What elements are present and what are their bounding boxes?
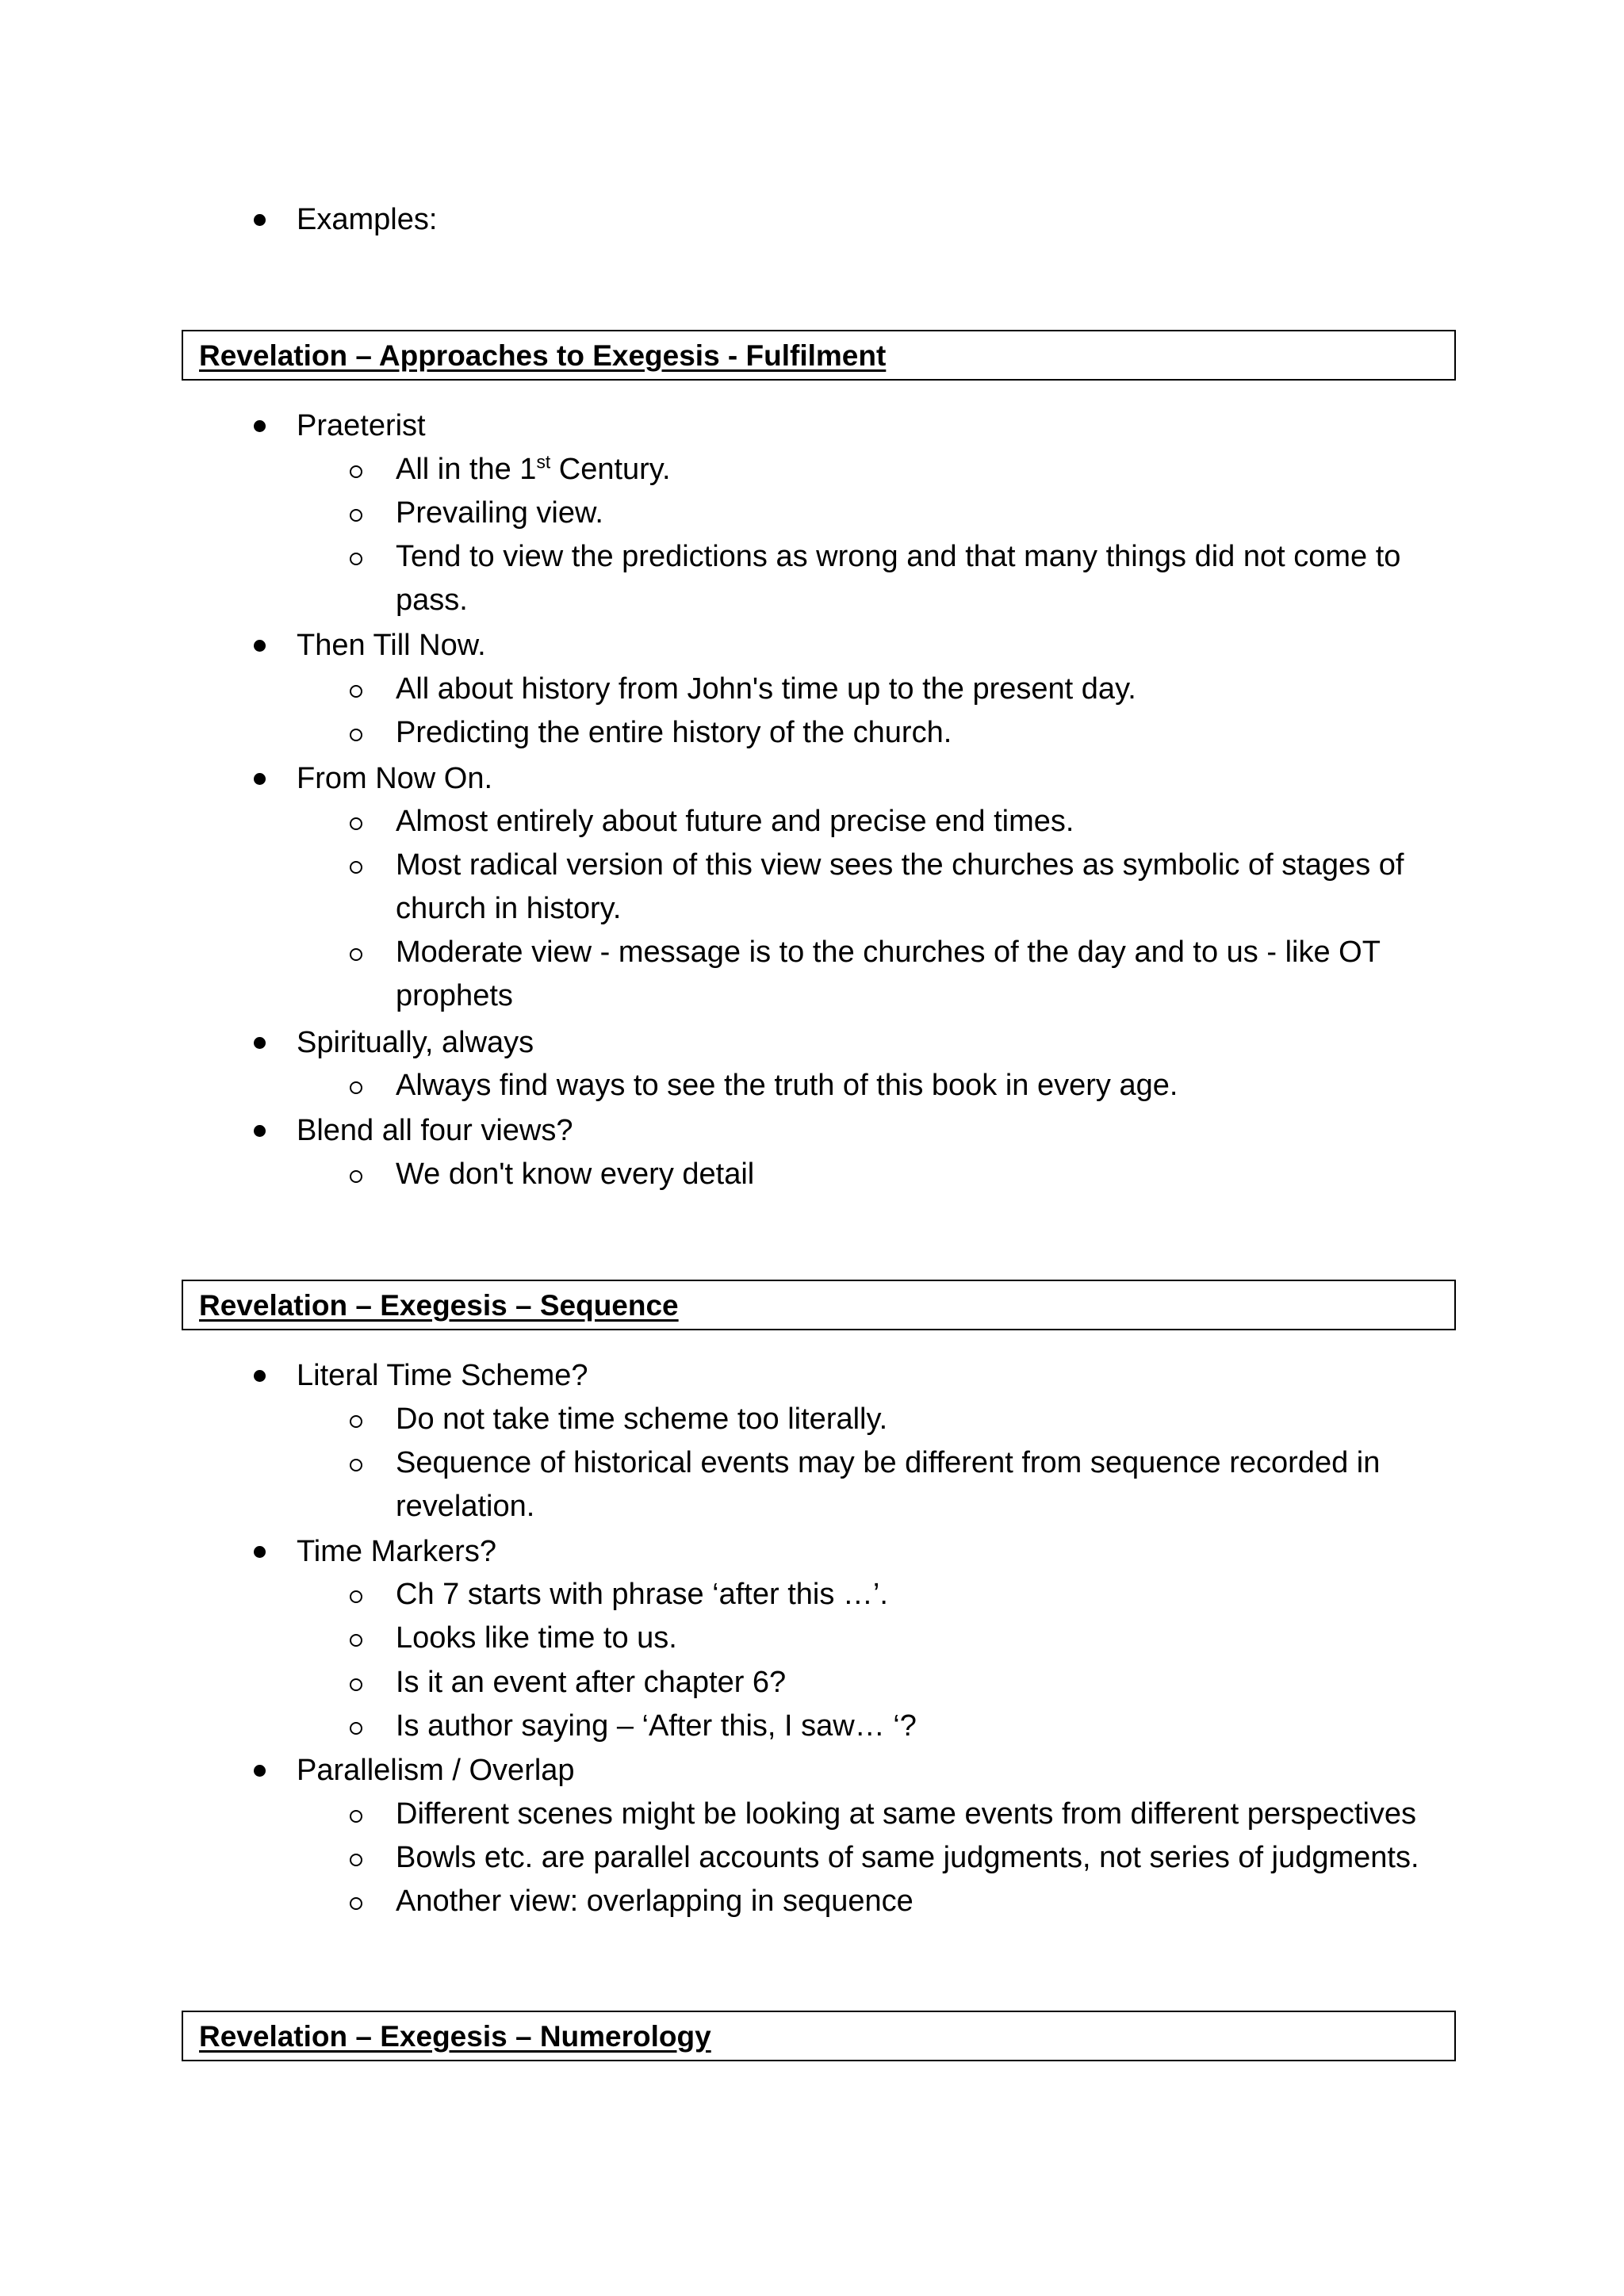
bullet-icon [254, 1546, 266, 1558]
sub-bullet-icon [350, 465, 362, 478]
list-item-parallelism-overlap: Parallelism / Overlap [297, 1754, 575, 1787]
bullet-icon [254, 1125, 266, 1137]
sub-bullet-icon [350, 1081, 362, 1094]
sub-item-looks-like-time: Looks like time to us. [396, 1621, 677, 1655]
bullet-icon [254, 1765, 266, 1777]
section-title-sequence: Revelation – Exegesis – Sequence [199, 1289, 679, 1322]
sub-bullet-icon [350, 1415, 362, 1428]
section-header-numerology [182, 2011, 1456, 2061]
sub-bullet-icon [350, 1678, 362, 1691]
sub-bullet-icon [350, 1634, 362, 1647]
sub-item-ch7-after-this: Ch 7 starts with phrase ‘after this …’. [396, 1578, 888, 1611]
section-header-fulfilment [182, 330, 1456, 381]
bullet-icon [254, 640, 266, 652]
bullet-icon [254, 773, 266, 785]
sub-bullet-icon [350, 1722, 362, 1735]
sub-bullet-icon [350, 817, 362, 830]
section-title-fulfilment: Revelation – Approaches to Exegesis - Fulfilment [199, 339, 887, 372]
sub-bullet-icon [350, 1897, 362, 1910]
bullet-icon [254, 420, 266, 432]
sub-item-bowls-parallel: Bowls etc. are parallel accounts of same judgments, not series of judgments. [396, 1841, 1419, 1874]
sub-item-moderate-view-line1: Moderate view - message is to the churches of the day and to us - like OT [396, 936, 1381, 969]
sub-item-different-scenes: Different scenes might be looking at same events from different perspectives [396, 1797, 1417, 1831]
list-item-literal-time-scheme: Literal Time Scheme? [297, 1359, 588, 1392]
sub-item-entire-history: Predicting the entire history of the church. [396, 716, 952, 749]
sub-bullet-icon [350, 1590, 362, 1603]
sub-item-first-century-tail: Century. [550, 453, 671, 486]
sub-bullet-icon [350, 1170, 362, 1183]
list-item-praeterist: Praeterist [297, 409, 426, 442]
sub-bullet-icon [350, 1810, 362, 1823]
bullet-icon [254, 214, 266, 226]
sub-item-not-literally: Do not take time scheme too literally. [396, 1402, 888, 1436]
list-item-then-till-now: Then Till Now. [297, 629, 486, 662]
sub-item-event-after-ch6: Is it an event after chapter 6? [396, 1666, 787, 1699]
sub-item-history-johns-time: All about history from John's time up to the present day. [396, 672, 1136, 706]
sub-item-every-detail: We don't know every detail [396, 1158, 755, 1191]
sub-bullet-icon [350, 509, 362, 522]
sub-bullet-icon [350, 729, 362, 741]
list-item-from-now-on: From Now On. [297, 762, 493, 795]
sub-item-predictions-line2: pass. [396, 584, 468, 617]
section-header-sequence [182, 1280, 1456, 1330]
examples-label: Examples: [297, 203, 438, 236]
sub-item-sequence-different-line1: Sequence of historical events may be different from sequence recorded in [396, 1446, 1381, 1479]
sub-bullet-icon [350, 685, 362, 698]
sub-item-first-century [396, 448, 671, 491]
sub-bullet-icon [350, 1459, 362, 1471]
list-item-blend-views: Blend all four views? [297, 1114, 573, 1147]
list-item-time-markers: Time Markers? [297, 1535, 496, 1568]
sub-item-sequence-different-line2: revelation. [396, 1490, 535, 1523]
section-title-numerology: Revelation – Exegesis – Numerology [199, 2020, 711, 2053]
sub-bullet-icon [350, 553, 362, 565]
sub-item-prevailing-view: Prevailing view. [396, 496, 603, 530]
sub-item-future-end-times: Almost entirely about future and precise end times. [396, 805, 1074, 838]
sub-item-radical-version-line2: church in history. [396, 892, 622, 925]
sub-item-radical-version-line1: Most radical version of this view sees the churches as symbolic of stages of [396, 848, 1404, 882]
sub-item-overlapping-sequence: Another view: overlapping in sequence [396, 1885, 914, 1918]
bullet-icon [254, 1037, 266, 1049]
sub-item-predictions-line1: Tend to view the predictions as wrong and that many things did not come to [396, 540, 1401, 573]
list-item-spiritually-always: Spiritually, always [297, 1026, 534, 1059]
sub-bullet-icon [350, 861, 362, 874]
bullet-icon [254, 1370, 266, 1382]
sub-bullet-icon [350, 1854, 362, 1866]
sub-item-first-century-text: All in the 1 [396, 453, 537, 486]
sub-item-truth-every-age: Always find ways to see the truth of this book in every age. [396, 1069, 1178, 1102]
sub-item-author-saying: Is author saying – ‘After this, I saw… ‘? [396, 1709, 917, 1743]
superscript-st: st [536, 451, 551, 473]
sub-item-moderate-view-line2: prophets [396, 979, 513, 1012]
sub-bullet-icon [350, 948, 362, 961]
